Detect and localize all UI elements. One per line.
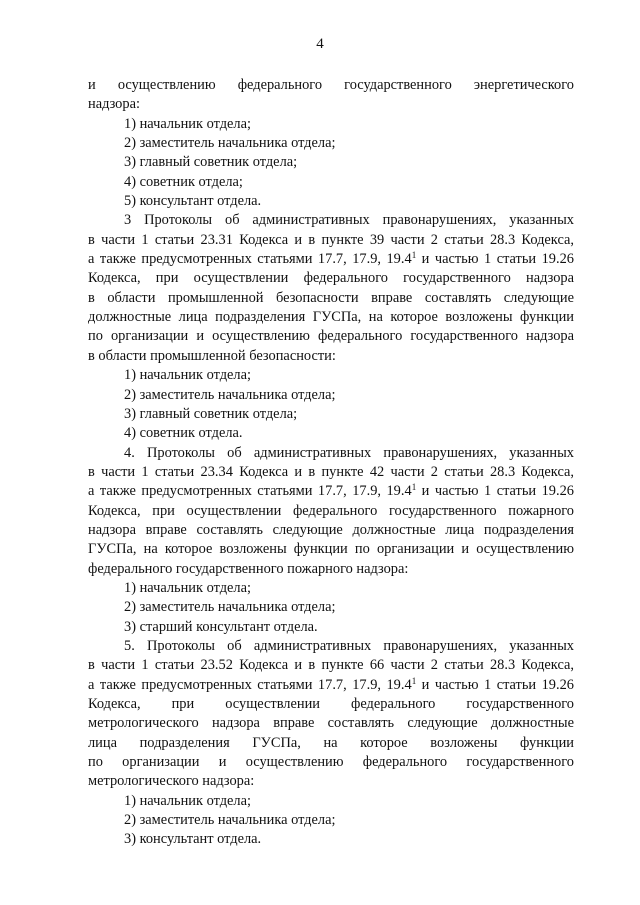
text-line: 1) начальник отдела; [124,115,251,132]
text-line: 3) главный советник отдела; [124,154,298,171]
text-line-part: а также предусмотренных статьями 17.7, 17.9, 19.4 [88,483,412,500]
text-line: 5) консультант отдела. [124,193,262,210]
text-line [88,676,574,695]
text-line: Кодекса, при осуществлении федерального государственного [88,696,574,712]
text-line: в части 1 статьи 23.34 Кодекса и в пункте 42 части 2 статьи 28.3 Кодекса, [88,463,574,480]
text-line: федерального государственного пожарного надзора: [88,560,409,577]
text-line: 2) заместитель начальника отдела; [124,386,336,403]
text-line: должностные лица подразделения ГУСПа, на которое возложены функции [88,309,574,326]
text-line-part: и частью 1 статьи 19.26 [416,483,574,500]
text-line: надзора вправе составлять следующие должностные лица подразделения [88,521,574,538]
text-line: 2) заместитель начальника отдела; [124,135,336,152]
text-line: 1) начальник отдела; [124,792,251,809]
text-line: 4) советник отдела. [124,425,243,442]
text-line-part: и частью 1 статьи 19.26 [416,676,574,693]
text-line-part: а также предусмотренных статьями 17.7, 17.9, 19.4 [88,676,412,693]
text-line: 5. Протоколы об административных правонарушениях, указанных [124,637,574,654]
text-line: надзора: [88,96,140,113]
text-line: 4. Протоколы об административных правонарушениях, указанных [124,444,574,461]
text-line: лица подразделения ГУСПа, на которое возложены функции [88,734,574,751]
text-line: 2) заместитель начальника отдела; [124,599,336,616]
text-line: метрологического надзора: [88,773,255,790]
text-line: в области промышленной безопасности: [88,347,336,364]
text-line: 1) начальник отдела; [124,579,251,596]
text-line: 4) советник отдела; [124,173,243,190]
text-line: 3 Протоколы об административных правонарушениях, указанных [124,212,574,229]
superscript: 1 [411,250,417,261]
text-line: в части 1 статьи 23.52 Кодекса и в пункте 66 части 2 статьи 28.3 Кодекса, [88,657,574,674]
superscript: 1 [411,482,417,493]
document-body [88,76,574,850]
text-line: метрологического надзора вправе составлять следующие должностные [88,715,574,732]
text-line: Кодекса, при осуществлении федерального государственного пожарного [88,502,574,519]
text-line: 3) старший консультант отдела. [124,618,318,635]
text-line [88,482,574,501]
text-line: ГУСПа, на которое возложены функции по организации и осуществлению [88,541,574,558]
text-line: и осуществлению федерального государственного энергетического [88,77,574,93]
text-line: в области промышленной безопасности вправе составлять следующие [88,289,574,306]
text-line: по организации и осуществлению федерального государственного [88,754,574,771]
text-line: 3) главный советник отдела; [124,405,298,422]
text-line: 3) консультант отдела. [124,831,262,848]
superscript: 1 [411,675,417,686]
text-line: 2) заместитель начальника отдела; [124,812,336,829]
text-line-part: а также предусмотренных статьями 17.7, 17.9, 19.4 [88,251,412,268]
text-line: в части 1 статьи 23.31 Кодекса и в пункте 39 части 2 статьи 28.3 Кодекса, [88,231,574,248]
text-line: 1) начальник отдела; [124,367,251,384]
text-line: по организации и осуществлению федерального государственного надзора [88,328,574,345]
page-number: 4 [316,36,324,52]
text-line-part: и частью 1 статьи 19.26 [416,251,574,268]
text-line: Кодекса, при осуществлении федерального государственного надзора [88,270,574,287]
text-line [88,250,574,269]
